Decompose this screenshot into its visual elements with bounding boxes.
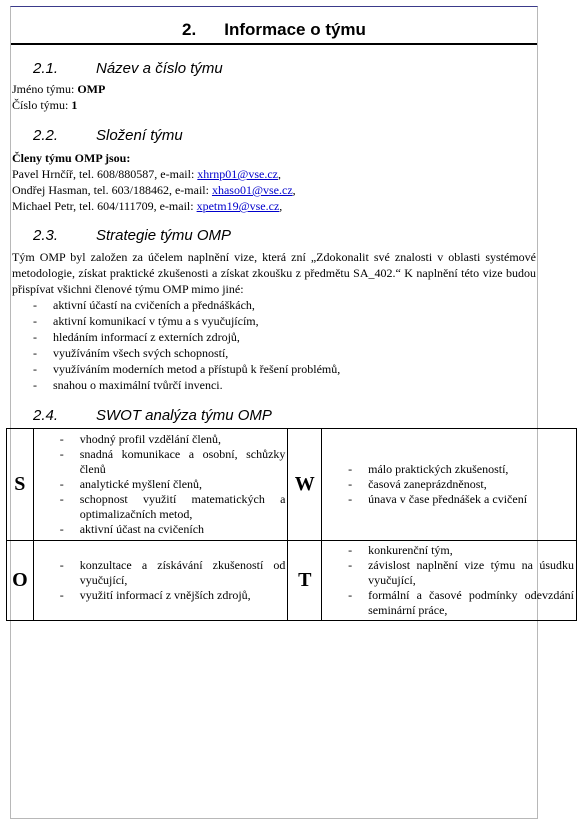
subheading-title: Strategie týmu OMP (96, 227, 232, 244)
email-link[interactable]: xpetm19@vse.cz (196, 199, 280, 213)
opportunities-cell (33, 541, 288, 621)
subheading-2-4 (33, 407, 272, 425)
list-item: - málo praktických zkušeností, (322, 462, 576, 477)
list-item: - časová zaneprázdněnost, (322, 477, 576, 492)
member-line (12, 182, 296, 198)
team-name-value: OMP (77, 82, 106, 96)
member-info: Pavel Hrnčíř, tel. 608/880587, e-mail: (12, 167, 198, 181)
list-item: - formální a časové podmínky odevzdání seminární práce, (322, 588, 576, 618)
weaknesses-cell (322, 429, 577, 541)
team-name-label: Jméno týmu: (12, 82, 75, 96)
list-item: - schopnost využití matematických a optimalizačních metod, (34, 492, 288, 522)
list-item: - konkurenční tým, (322, 543, 576, 558)
subheading-number: 2.1. (33, 60, 59, 77)
member-info: Michael Petr, tel. 604/111709, e-mail: (12, 199, 197, 213)
member-suffix: , (278, 167, 281, 181)
strategy-list (11, 297, 340, 393)
list-item: - využití informací z vnějších zdrojů, (34, 588, 288, 603)
subheading-title: SWOT analýza týmu OMP (96, 407, 272, 424)
team-number-line (12, 97, 77, 113)
subheading-2-3 (33, 227, 231, 245)
member-suffix: , (292, 183, 296, 197)
team-number-label: Číslo týmu: (12, 98, 69, 112)
subheading-2-1 (33, 60, 223, 78)
swot-letter-w: W (288, 429, 322, 541)
list-item: - hledáním informací z externích zdrojů, (11, 329, 340, 345)
subheading-number: 2.3. (33, 227, 59, 244)
subheading-number: 2.4. (33, 407, 59, 424)
list-item: - závislost naplnění vize týmu na úsudku vyučující, (322, 558, 576, 588)
swot-row-sw (7, 429, 577, 541)
swot-letter-o: O (7, 541, 34, 621)
team-name-line (12, 81, 105, 97)
list-item: - aktivní komunikací v týmu a s vyučujícím, (11, 313, 340, 329)
member-suffix: , (279, 199, 283, 213)
list-item: - analytické myšlení členů, (34, 477, 288, 492)
subheading-title: Složení týmu (96, 127, 183, 144)
member-line (12, 166, 281, 182)
list-item: - únava v čase přednášek a cvičení (322, 492, 576, 507)
section-heading (11, 19, 537, 45)
subheading-title: Název a číslo týmu (96, 60, 223, 77)
swot-letter-s: S (7, 429, 34, 541)
member-line (12, 198, 282, 214)
list-item: - vhodný profil vzdělání členů, (34, 432, 288, 447)
email-link[interactable]: xhaso01@vse.cz (211, 183, 293, 197)
list-item: - snahou o maximální tvůrčí invenci. (11, 377, 340, 393)
team-number-value: 1 (71, 98, 78, 112)
threats-cell (322, 541, 577, 621)
subheading-2-2 (33, 127, 183, 145)
list-item: - aktivní účastí na cvičeních a přednáškách, (11, 297, 340, 313)
strategy-paragraph: Tým OMP byl založen za účelem naplnění vize, která zní „Zdokonalit své znalosti v oblasti systémové metodologie, získat praktické zkušenosti a získat zkoušku z předmětu SA_402.“ K naplnění této vize budou přispívat všichni členové týmu OMP mimo jiné: (12, 250, 536, 296)
section-number: 2. (182, 20, 197, 39)
email-link[interactable]: xhrnp01@vse.cz (197, 167, 278, 181)
member-info: Ondřej Hasman, tel. 603/188462, e-mail: (12, 183, 212, 197)
strengths-cell (33, 429, 288, 541)
section-title: Informace o týmu (224, 20, 366, 39)
swot-row-ot (7, 541, 577, 621)
swot-letter-t: T (288, 541, 322, 621)
list-item: - konzultace a získávání zkušeností od vyučující, (34, 558, 288, 588)
subheading-number: 2.2. (33, 127, 59, 144)
document-page (10, 6, 538, 819)
list-item: - aktivní účast na cvičeních (34, 522, 288, 537)
list-item: - snadná komunikace a osobní, schůzky členů (34, 447, 288, 477)
list-item: - využíváním moderních metod a přístupů k řešení problémů, (11, 361, 340, 377)
members-heading: Členy týmu OMP jsou: (12, 151, 131, 165)
list-item: - využíváním všech svých schopností, (11, 345, 340, 361)
swot-table (6, 428, 577, 621)
